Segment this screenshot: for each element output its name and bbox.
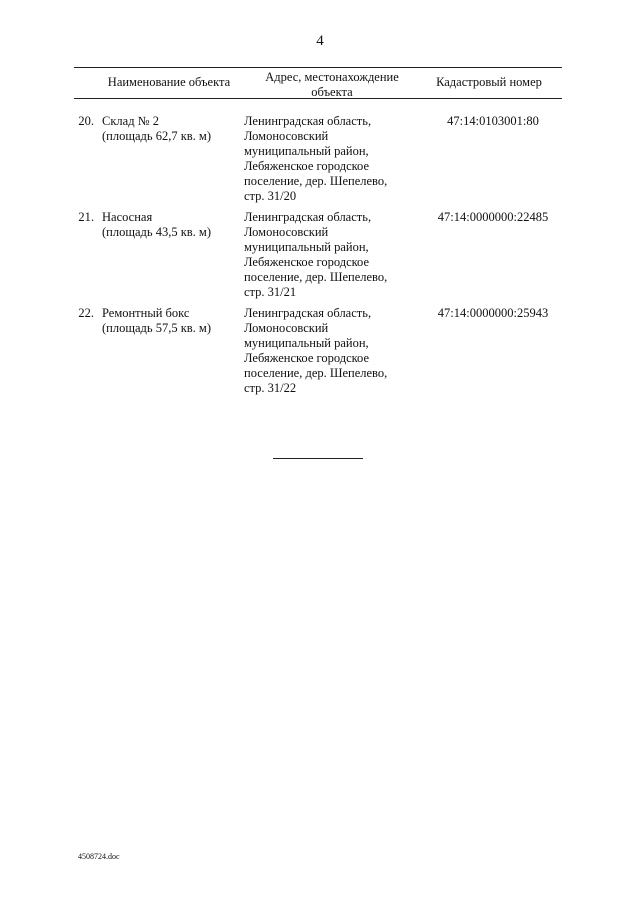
end-of-document-rule xyxy=(273,458,363,459)
object-name: Ремонтный бокс (площадь 57,5 кв. м) xyxy=(102,306,211,335)
page-number: 4 xyxy=(316,33,324,49)
row-number: 20. xyxy=(78,114,94,128)
row-number: 22. xyxy=(78,306,94,320)
table-top-rule xyxy=(74,67,562,68)
cadastral-number: 47:14:0103001:80 xyxy=(447,114,539,128)
cadastral-number: 47:14:0000000:22485 xyxy=(437,210,549,224)
header-cadastral-number: Кадастровый номер xyxy=(436,75,542,89)
header-object-name: Наименование объекта xyxy=(107,75,231,89)
row-number: 21. xyxy=(78,210,94,224)
footer-file-name: 4508724.doc xyxy=(78,852,120,861)
object-name: Склад № 2 (площадь 62,7 кв. м) xyxy=(102,114,211,143)
object-address: Ленинградская область, Ломоносовский муниципальный район, Лебяженское городское поселение, дер. Шепелево, стр. 31/22 xyxy=(244,306,388,395)
header-address: Адрес, местонахождение объекта xyxy=(265,70,399,99)
cadastral-number: 47:14:0000000:25943 xyxy=(437,306,549,320)
object-address: Ленинградская область, Ломоносовский муниципальный район, Лебяженское городское поселение, дер. Шепелево, стр. 31/20 xyxy=(244,114,388,203)
object-name: Насосная (площадь 43,5 кв. м) xyxy=(102,210,211,239)
object-address: Ленинградская область, Ломоносовский муниципальный район, Лебяженское городское поселение, дер. Шепелево, стр. 31/21 xyxy=(244,210,388,299)
